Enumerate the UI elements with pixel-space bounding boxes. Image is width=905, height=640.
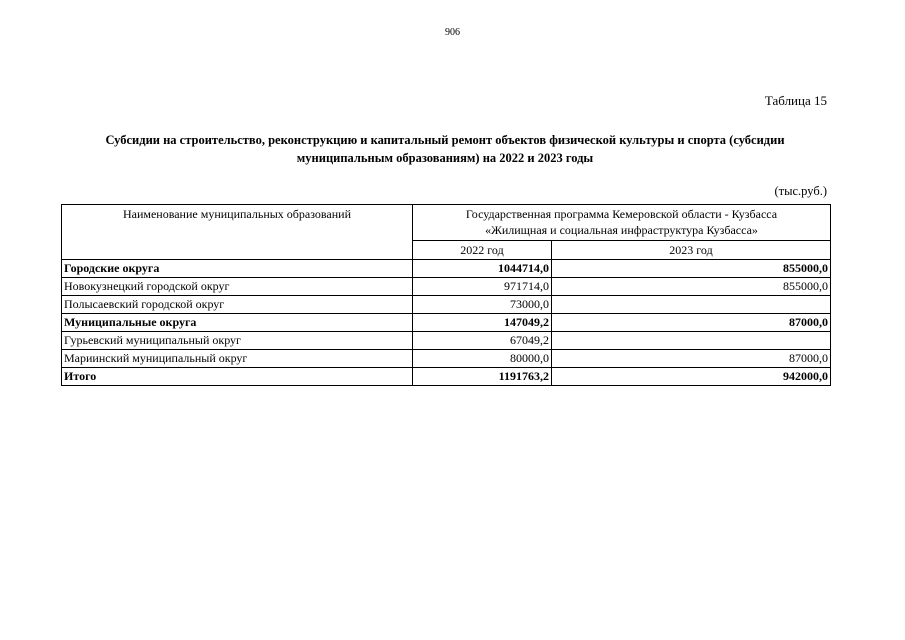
row-2023-cell: 87000,0 <box>552 350 831 368</box>
row-2023-cell <box>552 296 831 314</box>
row-name-cell: Новокузнецкий городской округ <box>62 278 413 296</box>
row-2022-cell: 971714,0 <box>413 278 552 296</box>
row-name-cell: Гурьевский муниципальный округ <box>62 332 413 350</box>
row-2023-cell: 855000,0 <box>552 260 831 278</box>
row-2023-cell: 855000,0 <box>552 278 831 296</box>
header-program-line-1: Государственная программа Кемеровской области - Кузбасса <box>465 207 778 221</box>
header-year-2022: 2022 год <box>413 241 552 260</box>
header-program-line-2: «Жилищная и социальная инфраструктура Кузбасса» <box>485 223 758 237</box>
row-2023-cell <box>552 332 831 350</box>
row-2022-cell: 67049,2 <box>413 332 552 350</box>
page-number: 906 <box>445 27 460 38</box>
row-2022-cell: 73000,0 <box>413 296 552 314</box>
table-row <box>62 332 831 350</box>
row-2022-cell: 1044714,0 <box>413 260 552 278</box>
header-name-cell: Наименование муниципальных образований <box>62 205 413 260</box>
document-title <box>60 131 830 167</box>
row-2023-cell: 942000,0 <box>552 368 831 386</box>
units-label: (тыс.руб.) <box>774 184 827 198</box>
table-row <box>62 350 831 368</box>
row-name-cell: Полысаевский городской округ <box>62 296 413 314</box>
table-row <box>62 314 831 332</box>
document-title-line-2: муниципальным образованиям) на 2022 и 2023 годы <box>296 151 594 165</box>
row-2022-cell: 80000,0 <box>413 350 552 368</box>
row-2022-cell: 147049,2 <box>413 314 552 332</box>
table-label: Таблица 15 <box>764 93 827 108</box>
table-row-total <box>62 368 831 386</box>
header-program-cell <box>413 205 831 241</box>
row-name-cell: Мариинский муниципальный округ <box>62 350 413 368</box>
table-row <box>62 278 831 296</box>
document-title-line-1: Субсидии на строительство, реконструкцию и капитальный ремонт объектов физической культуры и спорта (субсидии <box>105 133 785 147</box>
subsidies-table <box>61 204 831 386</box>
row-2023-cell: 87000,0 <box>552 314 831 332</box>
table-row <box>62 296 831 314</box>
header-year-2023: 2023 год <box>552 241 831 260</box>
table-row <box>62 260 831 278</box>
table-header-row <box>62 205 831 241</box>
row-name-cell: Городские округа <box>62 260 413 278</box>
row-name-cell: Муниципальные округа <box>62 314 413 332</box>
row-name-cell: Итого <box>62 368 413 386</box>
row-2022-cell: 1191763,2 <box>413 368 552 386</box>
